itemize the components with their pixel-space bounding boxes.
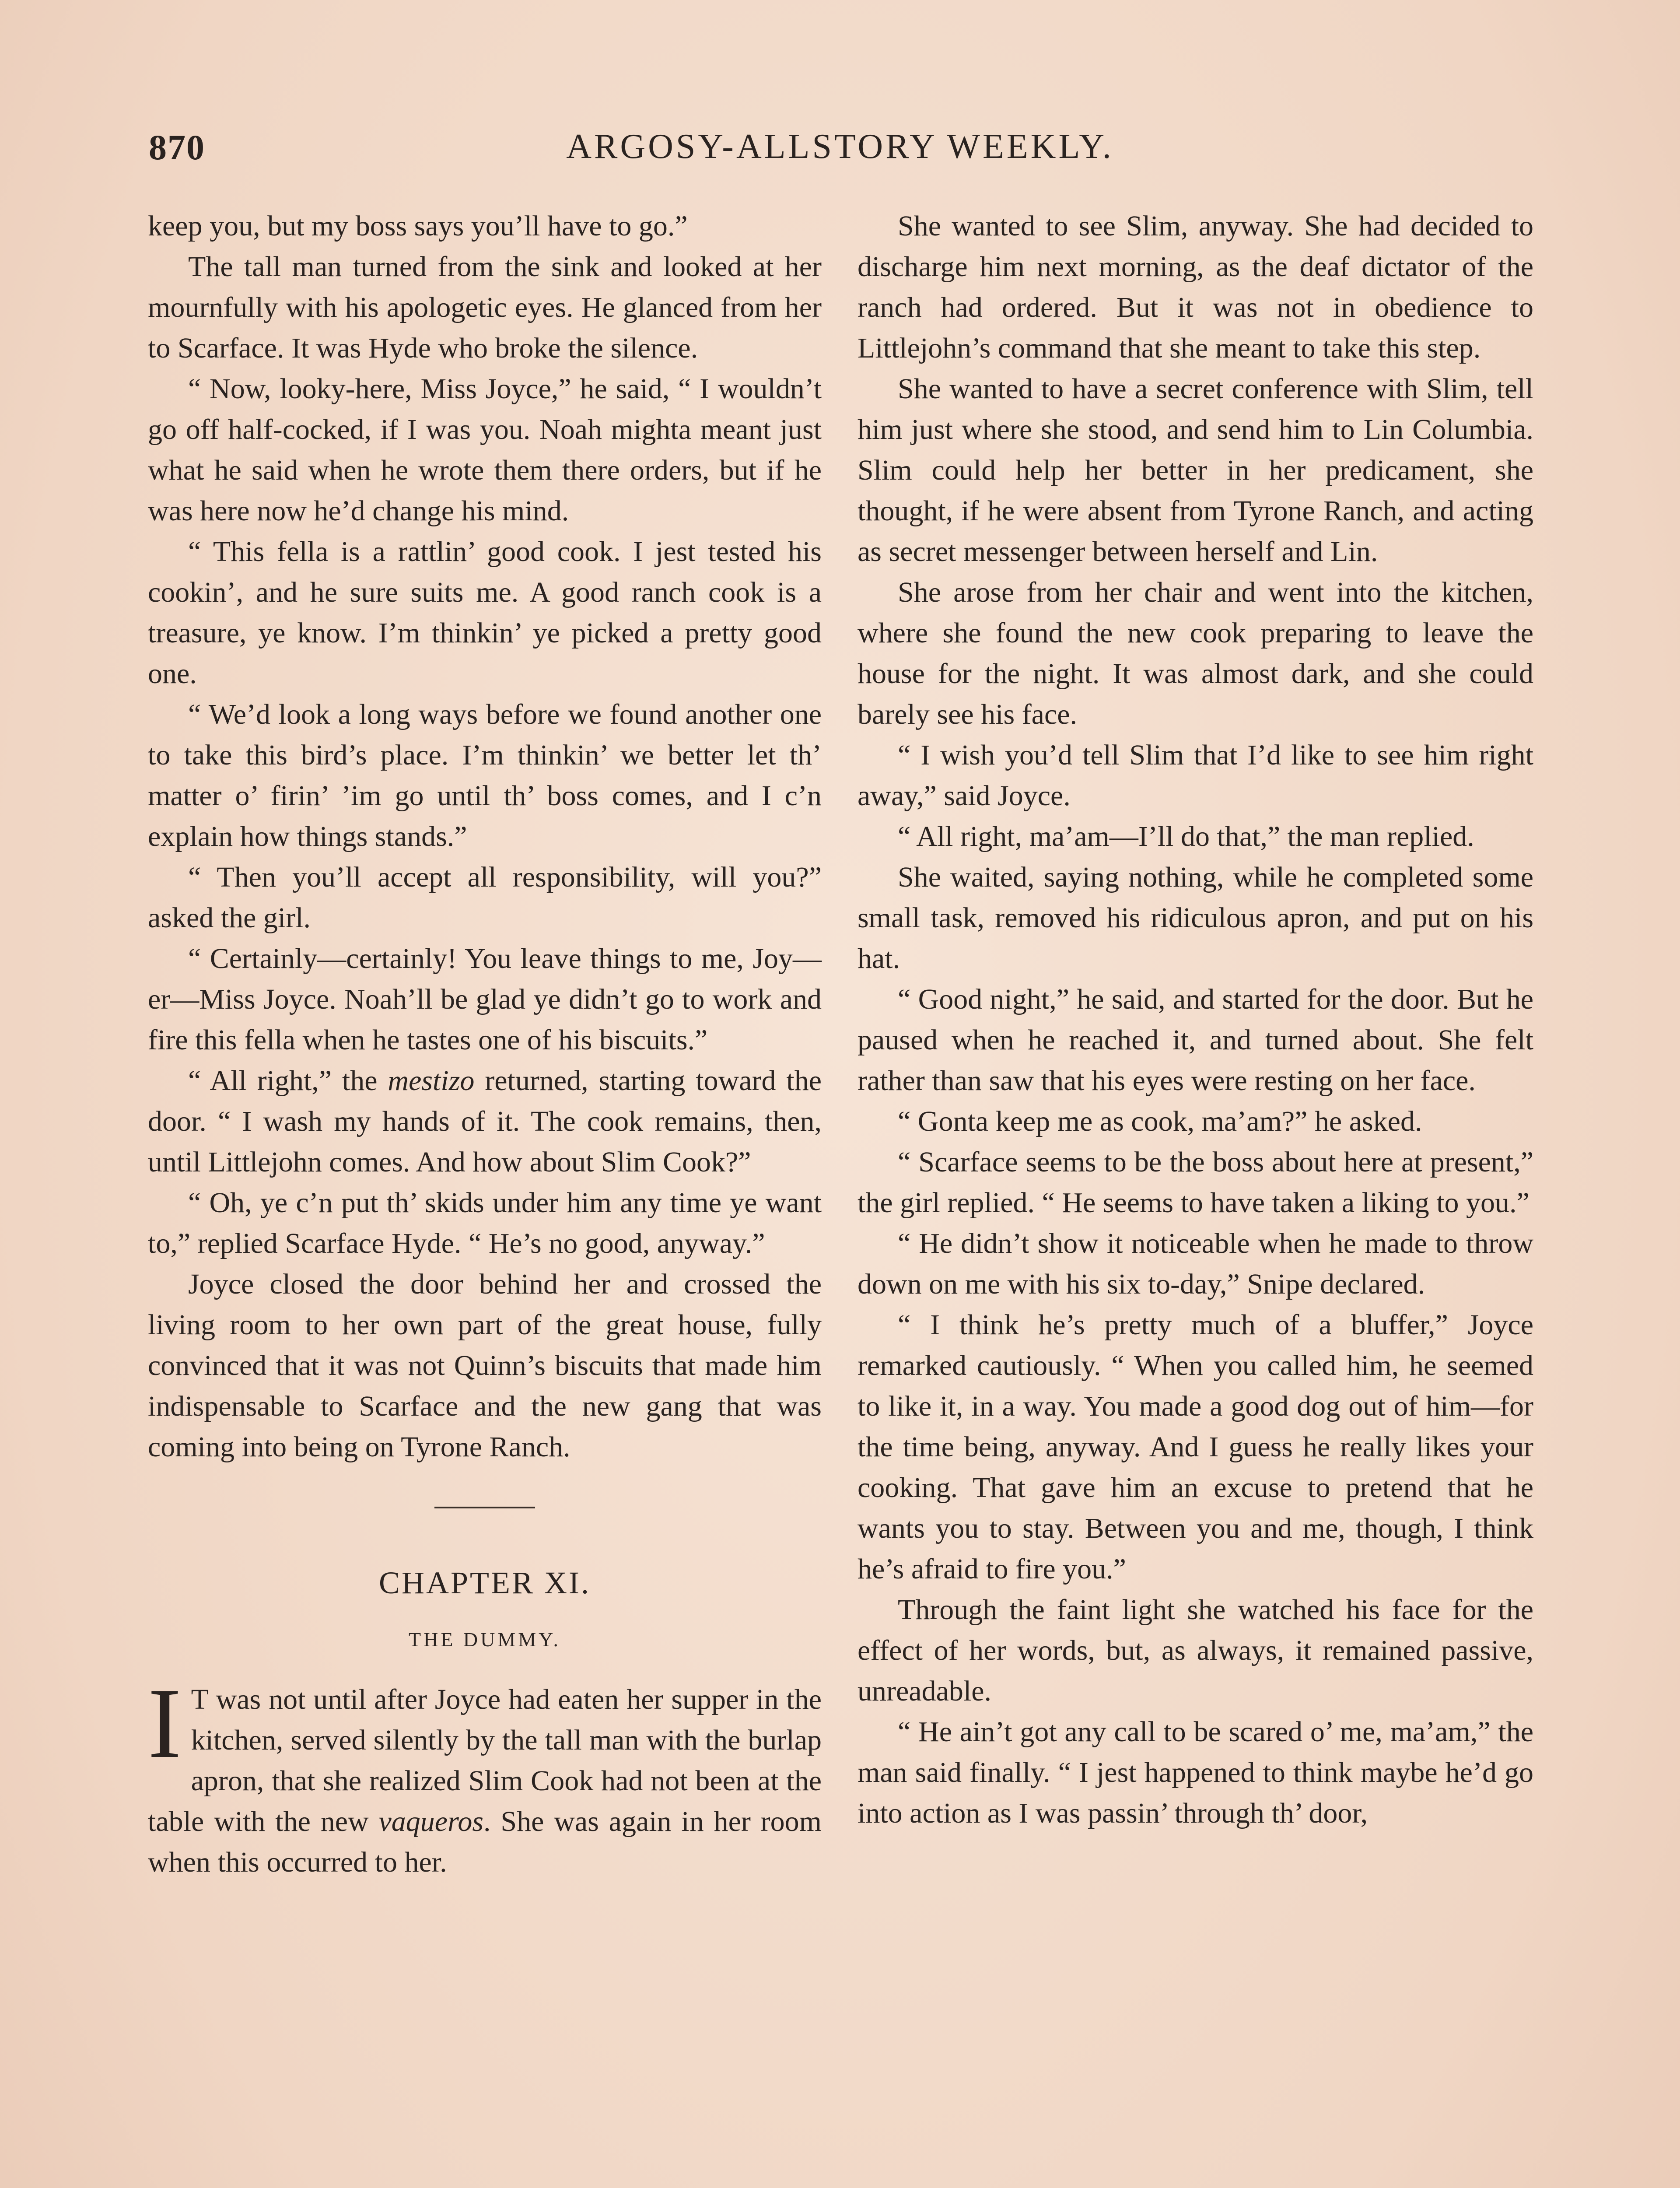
paragraph-mestizo: “ All right,” the mestizo returned, starting toward the door. “ I wash my hands of it. The cook remains, then, until Littlejohn comes. And how about Slim Cook?” — [148, 1065, 822, 1178]
paragraph: She wanted to have a secret conference with Slim, tell him just where she stood, and send him to Lin Columbia. Slim could help her better in her predicament, she thought, if he were absent from Tyrone Ranch, and acting as secret messenger between herself and Lin. — [858, 373, 1533, 568]
paragraph: “ Scarface seems to be the boss about here at present,” the girl replied. “ He seems to have taken a liking to you.” — [858, 1146, 1533, 1219]
paragraph: She arose from her chair and went into the kitchen, where she found the new cook preparing to leave the house for the night. It was almost dark, and she could barely see his face. — [858, 576, 1533, 730]
paragraph: “ This fella is a rattlin’ good cook. I jest tested his cookin’, and he sure suits me. A good ranch cook is a treasure, ye know. I’m thinkin’ ye picked a pretty good one. — [148, 536, 822, 690]
paragraph: “ Now, looky-here, Miss Joyce,” he said, “ I wouldn’t go off half-cocked, if I was you. Noah mighta meant just what he said when he wrote them there orders, but if he was here now he’d change his mind. — [148, 373, 822, 527]
paragraph: The tall man turned from the sink and looked at her mournfully with his apologetic eyes. He glanced from her to Scarface. It was Hyde who broke the silence. — [148, 251, 822, 364]
paragraph-dropcap: I T was not until after Joyce had eaten her supper in the kitchen, served silently by the tall man with the burlap apron, that she realized Slim Cook had not been at the table with the new vaqueros. She was again in her room when this occurred to her. — [148, 1667, 822, 1878]
paragraph: She wanted to see Slim, anyway. She had decided to discharge him next morning, as the deaf dictator of the ranch had ordered. But it was not in obedience to Littlejohn’s command that she meant to take this step. — [858, 210, 1533, 364]
paragraph: “ Good night,” he said, and started for the door. But he paused when he reached it, and turned about. She felt rather than saw that his eyes were resting on her face. — [858, 983, 1533, 1097]
paragraph: keep you, but my boss says you’ll have to go.” — [148, 210, 688, 242]
page-header — [149, 127, 1531, 175]
paragraph: Joyce closed the door behind her and crossed the living room to her own part of the great house, fully convinced that it was not Quinn’s biscuits that made him indispensable to Scarface and the new gang that was coming into being on Tyrone Ranch. — [148, 1268, 822, 1463]
chapter-subtitle: THE DUMMY. — [409, 1628, 561, 1651]
paragraph: “ He didn’t show it noticeable when he made to throw down on me with his six to-day,” Snipe declared. — [858, 1227, 1533, 1300]
paragraph: “ I wish you’d tell Slim that I’d like to see him right away,” said Joyce. — [858, 739, 1533, 812]
paragraph: “ We’d look a long ways before we found another one to take this bird’s place. I’m thinkin’ we better let th’ matter o’ firin’ ’im go until th’ boss comes, and I c’n explain how things stands.” — [148, 698, 822, 852]
paragraph: “ Gonta keep me as cook, ma’am?” he asked. — [898, 1105, 1422, 1137]
chapter-title: CHAPTER XI. — [378, 1565, 591, 1600]
paragraph: Through the faint light she watched his face for the effect of her words, but, as always, it remained passive, unreadable. — [858, 1594, 1533, 1707]
paragraph: “ Oh, ye c’n put th’ skids under him any time ye want to,” replied Scarface Hyde. “ He’s no good, anyway.” — [148, 1187, 822, 1259]
running-head: ARGOSY-ALLSTORY WEEKLY. — [566, 127, 1114, 166]
paragraph: She waited, saying nothing, while he completed some small task, removed his ridiculous apron, and put on his hat. — [858, 861, 1533, 975]
page-number: 870 — [149, 127, 205, 167]
left-column — [148, 206, 822, 1883]
drop-cap: I — [148, 1667, 182, 1779]
paragraph: “ All right, ma’am—I’ll do that,” the man replied. — [898, 820, 1474, 852]
paragraph: “ I think he’s pretty much of a bluffer,” Joyce remarked cautiously. “ When you called him, he seemed to like it, in a way. You made a good dog out of him—for the time being, anyway. And I guess he really likes your cooking. That gave him an excuse to pretend that he wants you to stay. Between you and me, though, I think he’s afraid to fire you.” — [858, 1309, 1533, 1585]
paragraph: “ He ain’t got any call to be scared o’ me, ma’am,” the man said finally. “ I jest happened to think maybe he’d go into action as I was passin’ through th’ door, — [858, 1716, 1533, 1829]
section-divider — [434, 1507, 535, 1508]
right-column — [858, 206, 1533, 1834]
paragraph: “ Then you’ll accept all responsibility, will you?” asked the girl. — [148, 861, 822, 934]
paragraph: “ Certainly—certainly! You leave things to me, Joy—er—Miss Joyce. Noah’ll be glad ye didn’t go to work and fire this fella when he tastes one of his biscuits.” — [148, 943, 822, 1056]
